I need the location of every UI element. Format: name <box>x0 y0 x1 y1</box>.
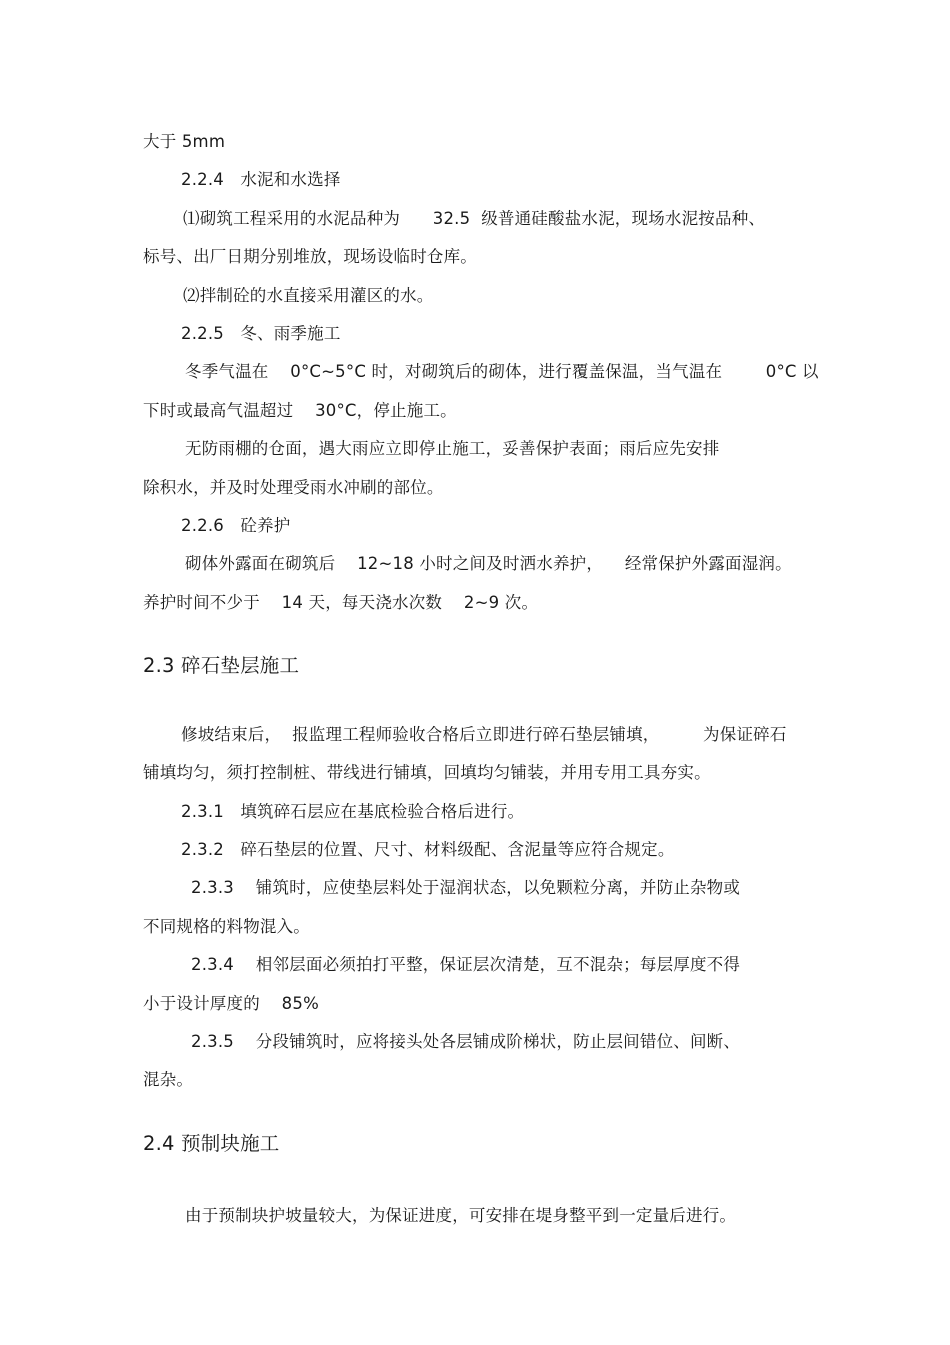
paragraph-line: ⑵拌制砼的水直接采用灌区的水。 <box>183 286 434 305</box>
paragraph-line: 除积水，并及时处理受雨水冲刷的部位。 <box>143 478 444 497</box>
list-item-2-3-4: 2.3.4 相邻层面必须拍打平整，保证层次清楚，互不混杂；每层厚度不得 <box>191 955 741 974</box>
paragraph-line: 标号、出厂日期分别堆放，现场设临时仓库。 <box>143 247 477 266</box>
paragraph-line: 不同规格的料物混入。 <box>143 917 310 936</box>
subsection-heading-2-2-4: 2.2.4 水泥和水选择 <box>181 170 341 189</box>
section-heading-2-3: 2.3 碎石垫层施工 <box>143 654 300 677</box>
paragraph-line: 小于设计厚度的 85% <box>143 994 319 1013</box>
paragraph-line: 砌体外露面在砌筑后 12~18 小时之间及时洒水养护， 经常保护外露面湿润。 <box>185 554 792 573</box>
paragraph-line: 修坡结束后， 报监理工程师验收合格后立即进行碎石垫层铺填， 为保证碎石 <box>181 725 787 744</box>
paragraph-line: 由于预制块护坡量较大，为保证进度，可安排在堤身整平到一定量后进行。 <box>185 1206 737 1225</box>
paragraph-line: 下时或最高气温超过 30°C，停止施工。 <box>143 401 457 420</box>
paragraph-line: 养护时间不少于 14 天，每天浇水次数 2~9 次。 <box>143 593 539 612</box>
list-item-2-3-3: 2.3.3 铺筑时，应使垫层料处于湿润状态，以免颗粒分离，并防止杂物或 <box>191 878 741 897</box>
list-item-2-3-5: 2.3.5 分段铺筑时，应将接头处各层铺成阶梯状，防止层间错位、间断、 <box>191 1032 741 1051</box>
list-item-2-3-2: 2.3.2 碎石垫层的位置、尺寸、材料级配、含泥量等应符合规定。 <box>181 840 675 859</box>
subsection-heading-2-2-5: 2.2.5 冬、雨季施工 <box>181 324 341 343</box>
section-heading-2-4: 2.4 预制块施工 <box>143 1132 280 1155</box>
paragraph-line: 冬季气温在 0°C~5°C 时，对砌筑后的砌体，进行覆盖保温，当气温在 0°C 以 <box>185 362 819 381</box>
text-line-continuation: 大于 5mm <box>143 132 226 151</box>
paragraph-line: ⑴砌筑工程采用的水泥品种为 32.5 级普通硅酸盐水泥，现场水泥按品种、 <box>183 209 766 228</box>
paragraph-line: 无防雨棚的仓面，遇大雨应立即停止施工，妥善保护表面；雨后应先安排 <box>185 439 720 458</box>
paragraph-line: 铺填均匀，须打控制桩、带线进行铺填，回填均匀铺装，并用专用工具夯实。 <box>143 763 711 782</box>
paragraph-line: 混杂。 <box>143 1070 194 1089</box>
subsection-heading-2-2-6: 2.2.6 砼养护 <box>181 516 291 535</box>
list-item-2-3-1: 2.3.1 填筑碎石层应在基底检验合格后进行。 <box>181 802 525 821</box>
